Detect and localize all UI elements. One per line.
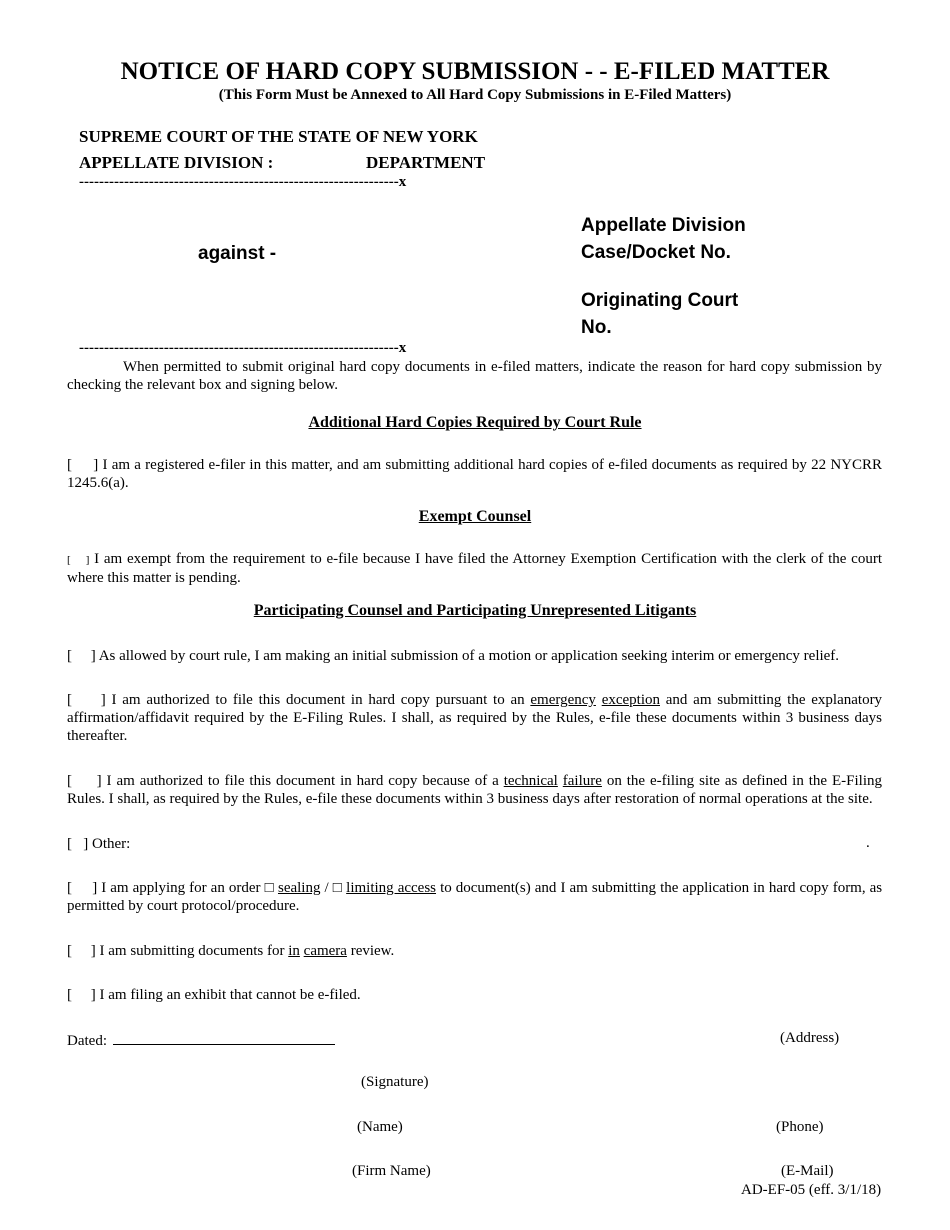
dated-field: Dated: bbox=[67, 1030, 335, 1050]
dated-input-line[interactable] bbox=[113, 1030, 335, 1045]
case-docket-label bbox=[581, 212, 746, 266]
checkbox-exempt-counsel[interactable]: [ ] bbox=[67, 554, 90, 566]
sealing-square-icon[interactable]: □ bbox=[264, 880, 274, 896]
checkbox-additional-copies[interactable]: [ ] bbox=[67, 457, 99, 473]
checkbox-in-camera[interactable]: [ ] bbox=[67, 943, 96, 959]
checkbox-sealing[interactable]: [ ] bbox=[67, 880, 98, 896]
item-in-camera: [ ] I am submitting documents for in camera review. bbox=[67, 943, 395, 959]
case-docket-line1: Appellate Division bbox=[581, 215, 746, 236]
originating-court-line1: Originating Court bbox=[581, 290, 739, 311]
division-label: APPELLATE DIVISION : bbox=[79, 153, 274, 172]
against-label: against - bbox=[198, 243, 277, 264]
court-name: SUPREME COURT OF THE STATE OF NEW YORK bbox=[79, 127, 478, 146]
heading-participating: Participating Counsel and Participating Unrepresented Litigants bbox=[253, 602, 697, 619]
item-additional-copies: [ ] I am a registered e-filer in this matter, and am submitting additional hard copies of e-filed documents as required by 22 NYCRR 1245.6(a). bbox=[67, 457, 883, 491]
form-subtitle: (This Form Must be Annexed to All Hard Copy Submissions in E-Filed Matters) bbox=[218, 87, 732, 103]
checkbox-technical-failure[interactable]: [ ] bbox=[67, 773, 102, 789]
signature-label: (Signature) bbox=[361, 1074, 429, 1090]
intro-paragraph: When permitted to submit original hard copy documents in e-filed matters, indicate the reason for hard copy submission by checking the relevant box and signing below. bbox=[67, 359, 882, 393]
heading-exempt-counsel: Exempt Counsel bbox=[418, 508, 532, 525]
firm-name-label: (Firm Name) bbox=[352, 1163, 431, 1179]
limiting-square-icon[interactable]: □ bbox=[332, 880, 343, 896]
item-emergency-exception: [ ] I am authorized to file this document in hard copy pursuant to an emergency exception and am submitting the explanatory affirmation/affidavit required by the E-Filing Rules. I shall, as required by the Rules, e-file these documents within 3 business days thereafter. bbox=[67, 692, 883, 744]
department-label: DEPARTMENT bbox=[366, 153, 486, 172]
checkbox-other[interactable]: [ ] bbox=[67, 836, 89, 852]
name-label: (Name) bbox=[357, 1119, 403, 1135]
checkbox-emergency-exception[interactable]: [ ] bbox=[67, 692, 106, 708]
originating-court-label bbox=[581, 287, 738, 341]
checkbox-interim-relief[interactable]: [ ] bbox=[67, 648, 96, 664]
phone-label: (Phone) bbox=[776, 1119, 824, 1135]
item-sealing: [ ] I am applying for an order □ sealing / □ limiting access to document(s) and I am submitting the application in hard copy form, as permitted by court protocol/procedure. bbox=[67, 880, 883, 914]
item-interim-relief: [ ] As allowed by court rule, I am making an initial submission of a motion or application seeking interim or emergency relief. bbox=[67, 648, 840, 664]
address-label: (Address) bbox=[780, 1030, 840, 1046]
email-label: (E-Mail) bbox=[781, 1163, 834, 1179]
form-id: AD-EF-05 (eff. 3/1/18) bbox=[741, 1182, 882, 1198]
item-technical-failure: [ ] I am authorized to file this document in hard copy because of a technical failure on the e-filing site as defined in the E-Filing Rules. I shall, as required by the Rules, e-file these documents within 3 business days after restoration of normal operations at the site. bbox=[67, 773, 882, 807]
item-exhibit: [ ] I am filing an exhibit that cannot be e-filed. bbox=[67, 987, 361, 1003]
heading-additional-copies: Additional Hard Copies Required by Court Rule bbox=[308, 414, 642, 431]
item-exempt-counsel: [ ] I am exempt from the requirement to e-file because I have filed the Attorney Exemption Certification with the clerk of the court where this matter is pending. bbox=[67, 551, 883, 586]
caption-bottom-rule: ----------------------------------------------------------------x bbox=[79, 340, 407, 356]
case-docket-line2: Case/Docket No. bbox=[581, 242, 731, 263]
originating-court-line2: No. bbox=[581, 317, 612, 338]
form-title: NOTICE OF HARD COPY SUBMISSION - - E-FILED MATTER bbox=[120, 58, 830, 85]
other-line-end: . bbox=[866, 835, 870, 851]
caption-top-rule: ----------------------------------------------------------------x bbox=[79, 174, 407, 190]
checkbox-exhibit[interactable]: [ ] bbox=[67, 987, 96, 1003]
item-other: [ ] Other: bbox=[67, 836, 131, 852]
